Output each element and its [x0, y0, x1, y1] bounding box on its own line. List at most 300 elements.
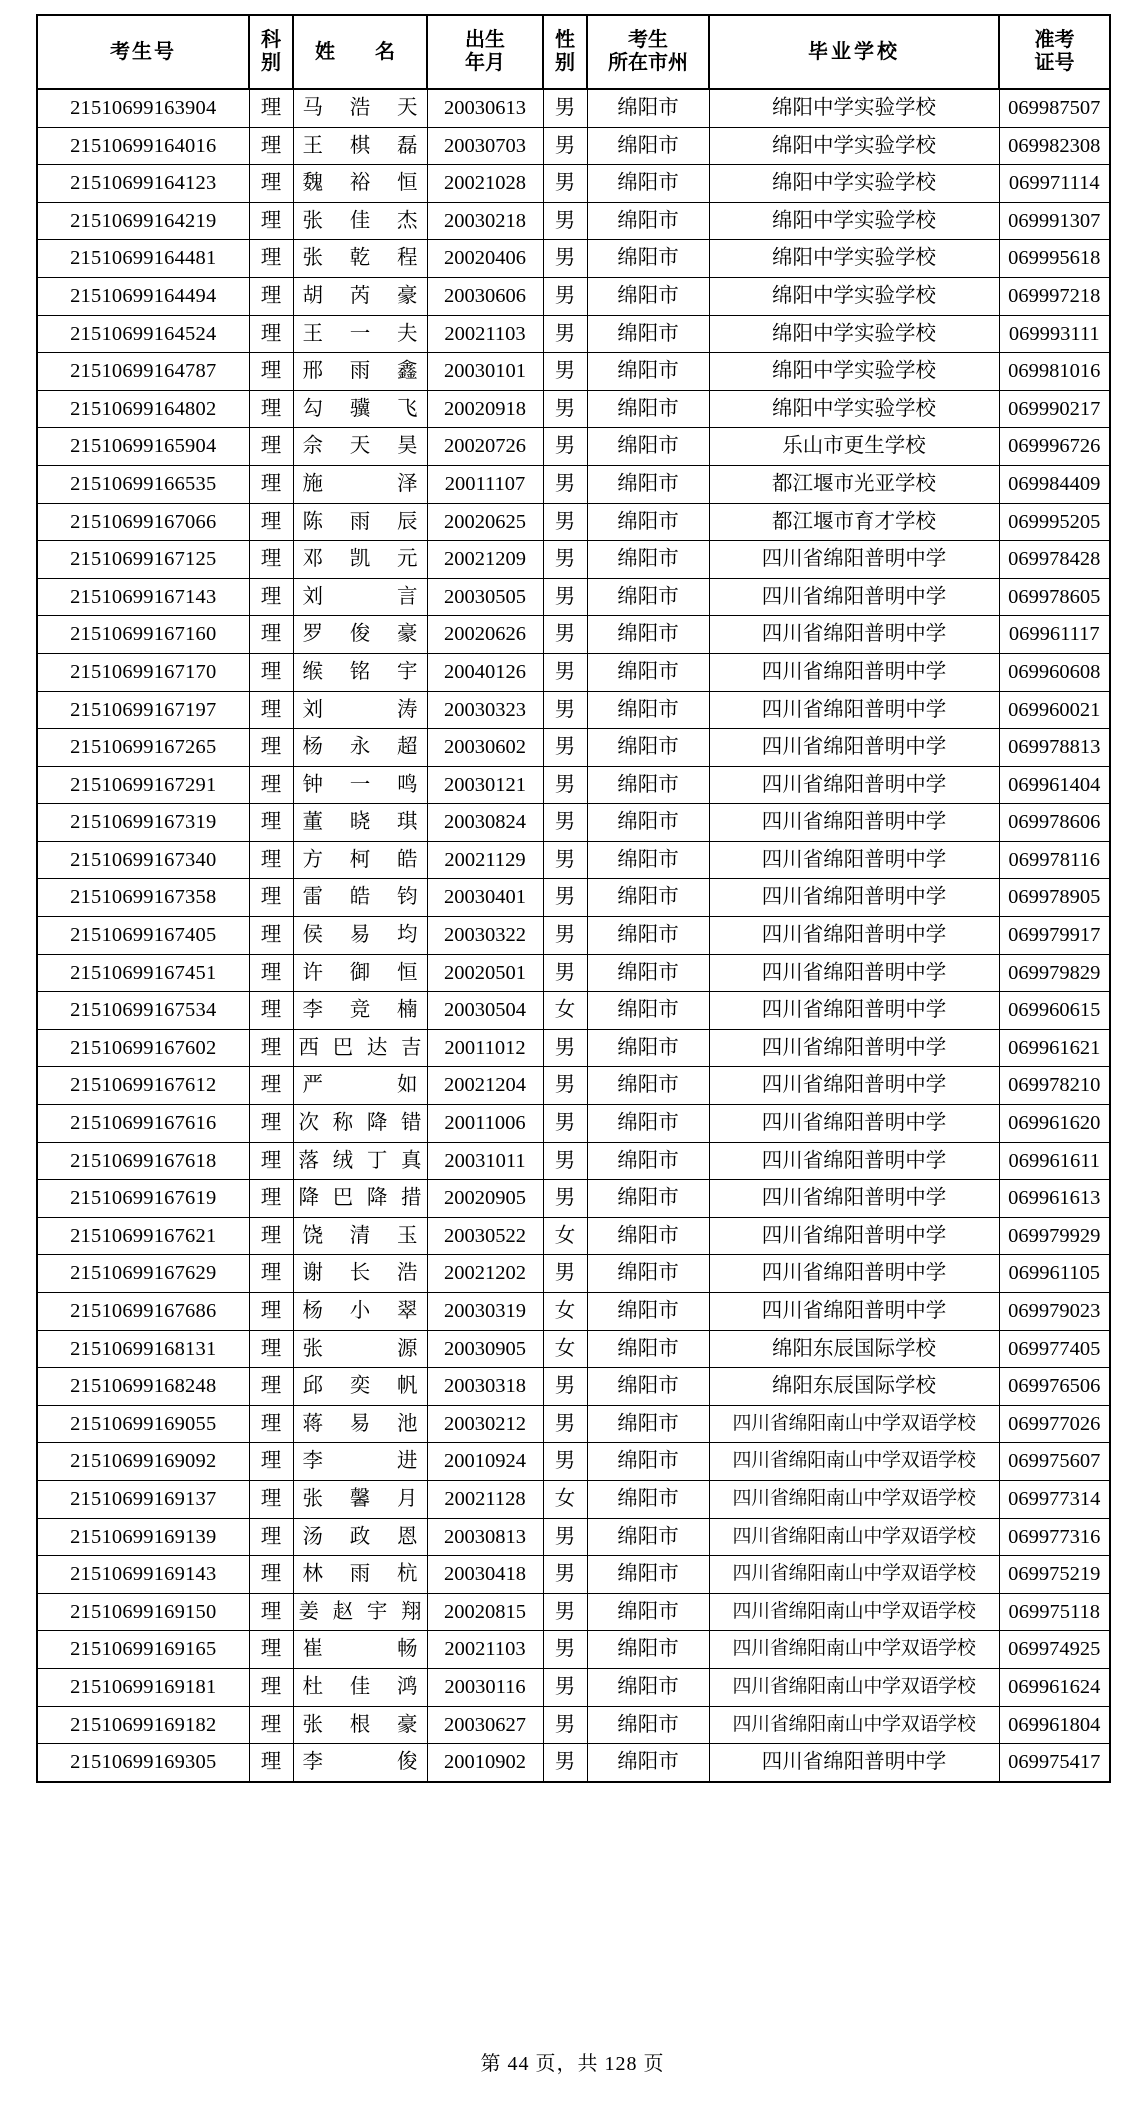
cell-name	[293, 1180, 427, 1218]
cell-subject: 理	[249, 1405, 293, 1443]
cell-sex: 女	[543, 1480, 587, 1518]
name-char: 棋	[349, 134, 371, 157]
cell-birth-date: 20030627	[427, 1706, 543, 1744]
cell-school: 绵阳中学实验学校	[709, 165, 999, 203]
name-char: 超	[397, 736, 418, 759]
name-char: 豪	[397, 1713, 418, 1736]
cell-sex: 男	[543, 89, 587, 127]
cell-ticket-no: 069961117	[999, 616, 1110, 654]
cell-subject: 理	[249, 616, 293, 654]
cell-birth-date: 20030323	[427, 691, 543, 729]
candidate-name-text	[294, 466, 427, 503]
name-char: 清	[349, 1224, 371, 1247]
cell-subject: 理	[249, 89, 293, 127]
candidate-name-text	[294, 1406, 427, 1443]
cell-candidate-no: 21510699167125	[37, 541, 249, 579]
cell-ticket-no: 069961620	[999, 1105, 1110, 1143]
cell-ticket-no: 069978905	[999, 879, 1110, 917]
name-char: 翔	[400, 1600, 422, 1623]
cell-ticket-no: 069977026	[999, 1405, 1110, 1443]
cell-subject: 理	[249, 240, 293, 278]
candidate-name-text	[294, 1556, 427, 1593]
candidate-name-text	[294, 1293, 427, 1330]
cell-birth-date: 20020625	[427, 503, 543, 541]
cell-candidate-no: 21510699167291	[37, 766, 249, 804]
candidate-name-text	[294, 579, 427, 616]
name-char: 豪	[397, 623, 418, 646]
cell-sex: 男	[543, 202, 587, 240]
cell-candidate-no: 21510699167616	[37, 1105, 249, 1143]
cell-candidate-no: 21510699164481	[37, 240, 249, 278]
name-char: 雨	[349, 510, 371, 533]
table-row	[37, 89, 1110, 127]
cell-name	[293, 841, 427, 879]
name-char: 张	[302, 1337, 323, 1360]
table-row	[37, 202, 1110, 240]
candidate-name-text	[294, 353, 427, 390]
cell-city: 绵阳市	[587, 1405, 709, 1443]
name-char: 杨	[302, 1300, 323, 1322]
table-row	[37, 127, 1110, 165]
cell-birth-date: 20031011	[427, 1142, 543, 1180]
name-char: 恩	[397, 1525, 418, 1548]
cell-school: 绵阳中学实验学校	[709, 390, 999, 428]
cell-name	[293, 804, 427, 842]
cell-ticket-no: 069978606	[999, 804, 1110, 842]
name-char: 天	[397, 97, 418, 119]
table-row	[37, 1480, 1110, 1518]
name-char: 称	[332, 1112, 354, 1135]
cell-candidate-no: 21510699169150	[37, 1593, 249, 1631]
cell-ticket-no: 069982308	[999, 127, 1110, 165]
cell-candidate-no: 21510699169165	[37, 1631, 249, 1669]
cell-school: 绵阳东辰国际学校	[709, 1330, 999, 1368]
cell-candidate-no: 21510699167686	[37, 1293, 249, 1331]
cell-birth-date: 20030606	[427, 277, 543, 315]
cell-birth-date: 20030602	[427, 729, 543, 767]
cell-ticket-no: 069976506	[999, 1368, 1110, 1406]
table-row	[37, 766, 1110, 804]
name-char: 雷	[302, 886, 323, 909]
cell-birth-date: 20030905	[427, 1330, 543, 1368]
candidate-roster-table	[36, 14, 1111, 1783]
candidate-name-text	[294, 729, 427, 766]
cell-candidate-no: 21510699167621	[37, 1217, 249, 1255]
cell-subject: 理	[249, 1330, 293, 1368]
cell-name	[293, 954, 427, 992]
name-char: 天	[349, 435, 371, 458]
cell-subject: 理	[249, 804, 293, 842]
cell-birth-date: 20030116	[427, 1668, 543, 1706]
name-char: 钧	[397, 886, 418, 909]
cell-birth-date: 20020726	[427, 428, 543, 466]
cell-subject: 理	[249, 653, 293, 691]
name-char: 琪	[397, 811, 418, 834]
table-row	[37, 1405, 1110, 1443]
name-char: 缑	[302, 660, 323, 683]
cell-school: 四川省绵阳南山中学双语学校	[709, 1668, 999, 1706]
name-char: 池	[397, 1412, 418, 1435]
cell-subject: 理	[249, 578, 293, 616]
name-char: 杜	[302, 1675, 323, 1698]
cell-subject: 理	[249, 1255, 293, 1293]
name-char: 宇	[366, 1600, 388, 1623]
name-char: 豪	[397, 284, 418, 307]
cell-candidate-no: 21510699169181	[37, 1668, 249, 1706]
name-char: 赵	[332, 1600, 354, 1623]
table-row	[37, 1029, 1110, 1067]
name-char: 凯	[349, 548, 371, 571]
cell-name	[293, 1631, 427, 1669]
cell-subject: 理	[249, 465, 293, 503]
name-char: 根	[349, 1713, 371, 1736]
cell-candidate-no: 21510699168248	[37, 1368, 249, 1406]
name-char: 罗	[302, 623, 323, 646]
cell-subject: 理	[249, 1142, 293, 1180]
table-row	[37, 1518, 1110, 1556]
cell-school: 四川省绵阳普明中学	[709, 841, 999, 879]
name-char: 汤	[302, 1525, 323, 1548]
cell-birth-date: 20030101	[427, 353, 543, 391]
table-row	[37, 503, 1110, 541]
cell-city: 绵阳市	[587, 503, 709, 541]
cell-city: 绵阳市	[587, 1443, 709, 1481]
cell-subject: 理	[249, 691, 293, 729]
cell-city: 绵阳市	[587, 541, 709, 579]
cell-school: 四川省绵阳普明中学	[709, 879, 999, 917]
cell-name	[293, 465, 427, 503]
cell-city: 绵阳市	[587, 89, 709, 127]
cell-city: 绵阳市	[587, 315, 709, 353]
cell-candidate-no: 21510699167534	[37, 992, 249, 1030]
name-char: 奕	[349, 1375, 371, 1398]
cell-city: 绵阳市	[587, 729, 709, 767]
cell-name	[293, 1405, 427, 1443]
cell-ticket-no: 069961404	[999, 766, 1110, 804]
candidate-name-text	[294, 90, 427, 127]
cell-subject: 理	[249, 390, 293, 428]
cell-subject: 理	[249, 165, 293, 203]
name-char: 落	[298, 1149, 319, 1172]
cell-city: 绵阳市	[587, 1180, 709, 1218]
column-header-school: 毕业学校	[709, 15, 999, 89]
cell-candidate-no: 21510699167160	[37, 616, 249, 654]
table-row	[37, 879, 1110, 917]
cell-ticket-no: 069978813	[999, 729, 1110, 767]
name-char: 杨	[302, 736, 323, 759]
cell-sex: 男	[543, 766, 587, 804]
cell-sex: 男	[543, 954, 587, 992]
cell-city: 绵阳市	[587, 992, 709, 1030]
table-row	[37, 1293, 1110, 1331]
name-char: 佘	[302, 435, 323, 458]
candidate-name-text	[294, 165, 427, 202]
cell-birth-date: 20020918	[427, 390, 543, 428]
name-char: 易	[349, 1412, 371, 1435]
cell-school: 四川省绵阳普明中学	[709, 541, 999, 579]
table-row	[37, 353, 1110, 391]
cell-name	[293, 315, 427, 353]
candidate-name-text	[294, 428, 427, 465]
cell-school: 四川省绵阳普明中学	[709, 691, 999, 729]
cell-sex: 女	[543, 1217, 587, 1255]
name-char: 涛	[397, 698, 418, 721]
cell-subject: 理	[249, 1180, 293, 1218]
cell-ticket-no: 069981016	[999, 353, 1110, 391]
candidate-name-text	[294, 879, 427, 916]
cell-name	[293, 1744, 427, 1782]
cell-school: 四川省绵阳普明中学	[709, 1744, 999, 1782]
cell-birth-date: 20020406	[427, 240, 543, 278]
name-char: 许	[302, 961, 323, 984]
cell-subject: 理	[249, 954, 293, 992]
cell-birth-date: 20030505	[427, 578, 543, 616]
cell-city: 绵阳市	[587, 1142, 709, 1180]
cell-candidate-no: 21510699164524	[37, 315, 249, 353]
cell-ticket-no: 069975219	[999, 1556, 1110, 1594]
name-char: 勾	[302, 397, 323, 420]
cell-candidate-no: 21510699168131	[37, 1330, 249, 1368]
column-header-ticket-line2: 证号	[1034, 52, 1075, 74]
cell-city: 绵阳市	[587, 1706, 709, 1744]
cell-city: 绵阳市	[587, 616, 709, 654]
cell-ticket-no: 069961621	[999, 1029, 1110, 1067]
cell-subject: 理	[249, 1593, 293, 1631]
cell-sex: 男	[543, 653, 587, 691]
cell-school: 四川省绵阳普明中学	[709, 917, 999, 955]
cell-sex: 男	[543, 1593, 587, 1631]
name-char: 魏	[302, 172, 323, 195]
cell-school: 四川省绵阳普明中学	[709, 992, 999, 1030]
cell-candidate-no: 21510699167197	[37, 691, 249, 729]
name-char: 谢	[302, 1262, 323, 1285]
cell-candidate-no: 21510699169137	[37, 1480, 249, 1518]
cell-candidate-no: 21510699167405	[37, 917, 249, 955]
cell-city: 绵阳市	[587, 1255, 709, 1293]
candidate-name-text	[294, 692, 427, 729]
table-row	[37, 1180, 1110, 1218]
name-char: 蒋	[302, 1412, 323, 1435]
cell-ticket-no: 069978116	[999, 841, 1110, 879]
name-char: 胡	[302, 284, 323, 307]
cell-city: 绵阳市	[587, 277, 709, 315]
cell-name	[293, 1293, 427, 1331]
candidate-name-text	[294, 1443, 427, 1480]
cell-school: 绵阳中学实验学校	[709, 127, 999, 165]
cell-subject: 理	[249, 1631, 293, 1669]
cell-school: 四川省绵阳普明中学	[709, 578, 999, 616]
candidate-name-text	[294, 1519, 427, 1556]
cell-subject: 理	[249, 428, 293, 466]
cell-ticket-no: 069978605	[999, 578, 1110, 616]
cell-school: 绵阳中学实验学校	[709, 353, 999, 391]
name-char: 张	[302, 209, 323, 232]
candidate-name-text	[294, 1631, 427, 1668]
cell-school: 都江堰市光亚学校	[709, 465, 999, 503]
cell-sex: 男	[543, 691, 587, 729]
cell-ticket-no: 069979917	[999, 917, 1110, 955]
name-char: 西	[298, 1036, 319, 1059]
name-char: 侯	[302, 924, 323, 947]
cell-ticket-no: 069975417	[999, 1744, 1110, 1782]
name-char: 皓	[349, 886, 371, 909]
cell-subject: 理	[249, 1217, 293, 1255]
cell-city: 绵阳市	[587, 1368, 709, 1406]
cell-candidate-no: 21510699167618	[37, 1142, 249, 1180]
candidate-name-text	[294, 1067, 427, 1104]
cell-name	[293, 879, 427, 917]
cell-birth-date: 20010902	[427, 1744, 543, 1782]
cell-ticket-no: 069975118	[999, 1593, 1110, 1631]
cell-city: 绵阳市	[587, 578, 709, 616]
cell-city: 绵阳市	[587, 353, 709, 391]
column-header-city-line2: 所在市州	[608, 52, 688, 74]
name-char: 程	[397, 247, 418, 270]
cell-subject: 理	[249, 1744, 293, 1782]
cell-candidate-no: 21510699166535	[37, 465, 249, 503]
cell-sex: 男	[543, 465, 587, 503]
cell-birth-date: 20020905	[427, 1180, 543, 1218]
name-char: 方	[302, 848, 323, 871]
name-char: 皓	[397, 848, 418, 871]
name-char: 丁	[366, 1149, 388, 1172]
cell-candidate-no: 21510699165904	[37, 428, 249, 466]
cell-candidate-no: 21510699167170	[37, 653, 249, 691]
table-row	[37, 1556, 1110, 1594]
cell-subject: 理	[249, 277, 293, 315]
cell-sex: 男	[543, 578, 587, 616]
cell-city: 绵阳市	[587, 1067, 709, 1105]
cell-birth-date: 20030218	[427, 202, 543, 240]
name-char: 长	[349, 1262, 371, 1285]
name-char: 巴	[332, 1187, 354, 1210]
candidate-name-text	[294, 1331, 427, 1368]
name-char: 饶	[302, 1224, 323, 1247]
cell-ticket-no: 069993111	[999, 315, 1110, 353]
cell-sex: 男	[543, 879, 587, 917]
cell-name	[293, 1518, 427, 1556]
cell-name	[293, 353, 427, 391]
cell-sex: 男	[543, 165, 587, 203]
name-char: 恒	[397, 172, 418, 195]
table-row	[37, 465, 1110, 503]
cell-subject: 理	[249, 1518, 293, 1556]
candidate-name-text	[294, 1030, 427, 1067]
name-char: 张	[302, 1487, 323, 1510]
cell-candidate-no: 21510699164494	[37, 277, 249, 315]
cell-birth-date: 20021103	[427, 1631, 543, 1669]
table-row	[37, 1706, 1110, 1744]
candidate-name-text	[294, 1669, 427, 1706]
cell-city: 绵阳市	[587, 1217, 709, 1255]
cell-school: 四川省绵阳普明中学	[709, 766, 999, 804]
name-char: 降	[298, 1187, 319, 1210]
cell-name	[293, 1330, 427, 1368]
cell-ticket-no: 069995618	[999, 240, 1110, 278]
cell-candidate-no: 21510699167619	[37, 1180, 249, 1218]
cell-name	[293, 691, 427, 729]
page-footer: 第 44 页，共 128 页	[480, 2053, 665, 2075]
table-row	[37, 578, 1110, 616]
cell-school: 四川省绵阳普明中学	[709, 1067, 999, 1105]
table-row	[37, 390, 1110, 428]
cell-name	[293, 1556, 427, 1594]
candidate-name-text	[294, 917, 427, 954]
table-row	[37, 691, 1110, 729]
name-char: 刘	[302, 585, 323, 608]
name-char: 措	[400, 1187, 422, 1210]
cell-sex: 男	[543, 353, 587, 391]
cell-school: 四川省绵阳普明中学	[709, 1105, 999, 1143]
cell-birth-date: 20020501	[427, 954, 543, 992]
cell-ticket-no: 069990217	[999, 390, 1110, 428]
table-row	[37, 1443, 1110, 1481]
cell-subject: 理	[249, 353, 293, 391]
table-row	[37, 804, 1110, 842]
name-char: 姜	[298, 1600, 319, 1623]
cell-ticket-no: 069977314	[999, 1480, 1110, 1518]
cell-name	[293, 616, 427, 654]
cell-candidate-no: 21510699163904	[37, 89, 249, 127]
column-header-ticket-line1: 准考	[1034, 29, 1075, 51]
cell-name	[293, 1443, 427, 1481]
cell-birth-date: 20021204	[427, 1067, 543, 1105]
table-row	[37, 1368, 1110, 1406]
name-char: 骥	[349, 397, 371, 420]
cell-city: 绵阳市	[587, 390, 709, 428]
cell-ticket-no: 069961611	[999, 1142, 1110, 1180]
cell-subject: 理	[249, 1706, 293, 1744]
cell-ticket-no: 069987507	[999, 89, 1110, 127]
cell-city: 绵阳市	[587, 202, 709, 240]
cell-city: 绵阳市	[587, 1631, 709, 1669]
cell-sex: 男	[543, 1706, 587, 1744]
cell-sex: 男	[543, 729, 587, 767]
column-header-birth-line2: 年月	[465, 52, 505, 74]
candidate-name-text	[294, 992, 427, 1029]
name-char: 政	[349, 1525, 371, 1548]
cell-ticket-no: 069979023	[999, 1293, 1110, 1331]
cell-name	[293, 992, 427, 1030]
cell-subject: 理	[249, 1480, 293, 1518]
table-row	[37, 1067, 1110, 1105]
cell-candidate-no: 21510699164787	[37, 353, 249, 391]
cell-ticket-no: 069991307	[999, 202, 1110, 240]
cell-school: 四川省绵阳南山中学双语学校	[709, 1556, 999, 1594]
cell-birth-date: 20020626	[427, 616, 543, 654]
name-char: 言	[397, 585, 418, 608]
cell-sex: 男	[543, 277, 587, 315]
name-char: 小	[349, 1300, 371, 1322]
cell-sex: 男	[543, 1405, 587, 1443]
column-header-candidate-no: 考生号	[37, 15, 249, 89]
cell-school: 四川省绵阳普明中学	[709, 1029, 999, 1067]
name-char: 晓	[349, 811, 371, 834]
name-char: 次	[298, 1112, 319, 1135]
cell-city: 绵阳市	[587, 766, 709, 804]
cell-city: 绵阳市	[587, 240, 709, 278]
cell-name	[293, 729, 427, 767]
cell-ticket-no: 069960021	[999, 691, 1110, 729]
cell-birth-date: 20021202	[427, 1255, 543, 1293]
table-row	[37, 1142, 1110, 1180]
cell-name	[293, 277, 427, 315]
name-char: 月	[397, 1487, 418, 1510]
table-row	[37, 653, 1110, 691]
table-row	[37, 1668, 1110, 1706]
cell-candidate-no: 21510699167265	[37, 729, 249, 767]
cell-school: 绵阳中学实验学校	[709, 277, 999, 315]
